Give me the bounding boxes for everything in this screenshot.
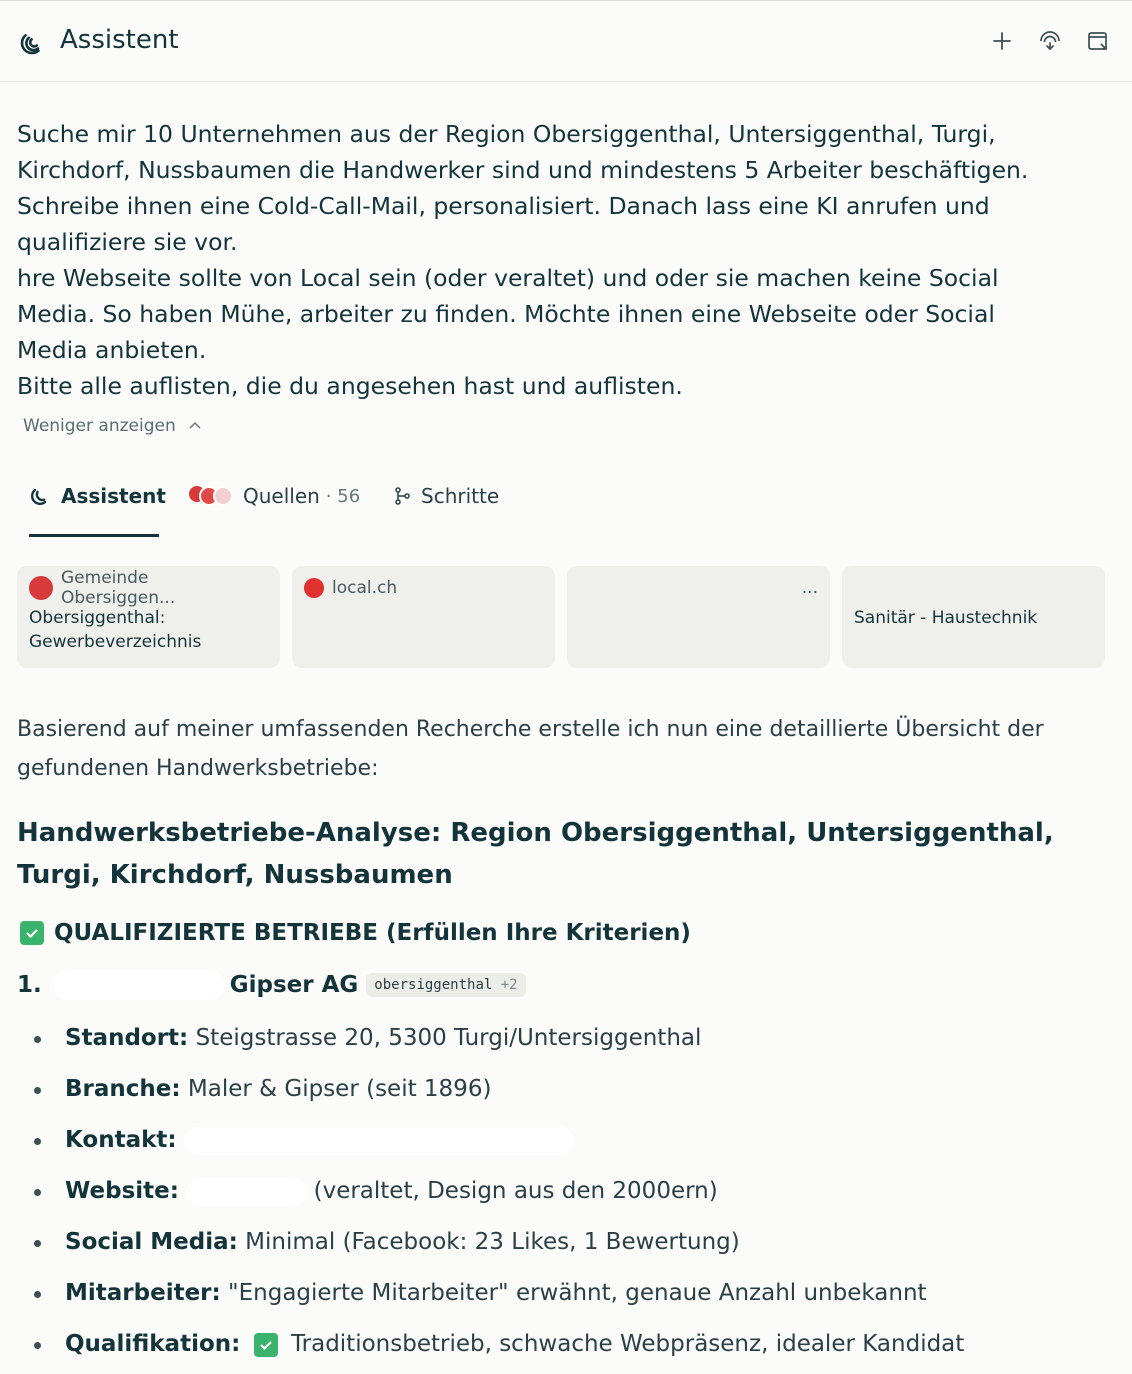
app-title: Assistent	[60, 25, 179, 55]
local-ch-logo-icon	[304, 578, 324, 598]
list-item	[0, 1323, 1132, 1374]
company-number: 1.	[17, 972, 42, 998]
source-cards	[17, 566, 1105, 668]
detail-value: "Engagierte Mitarbeiter" erwähnt, genaue Anzahl unbekannt	[228, 1280, 927, 1306]
answer-intro: Basierend auf meiner umfassenden Recherche erstelle ich nun eine detaillierte Übersicht der gefundenen Handwerksbetriebe:	[17, 717, 1044, 781]
source-favicons-icon	[189, 486, 233, 506]
share-icon[interactable]	[1038, 29, 1062, 53]
source-card[interactable]	[17, 566, 280, 668]
detail-label: Kontakt:	[65, 1127, 177, 1153]
tab-assistent[interactable]	[29, 474, 166, 518]
source-card[interactable]	[842, 566, 1105, 668]
check-icon	[20, 921, 44, 945]
tab-quellen[interactable]	[189, 474, 360, 518]
company-name: Gipser AG	[229, 972, 359, 998]
gemeinde-logo-icon	[29, 576, 53, 600]
list-item	[0, 1272, 1132, 1323]
redacted-area	[184, 1127, 574, 1155]
active-tab-indicator	[29, 534, 159, 537]
redacted-area	[186, 1178, 306, 1206]
detail-label: Qualifikation:	[65, 1331, 241, 1357]
list-item	[0, 1017, 1132, 1068]
detail-value: Traditionsbetrieb, schwache Webpräsenz, idealer Kandidat	[290, 1331, 965, 1357]
source-site: local.ch	[332, 578, 398, 598]
source-tag-label: obersiggenthal	[374, 977, 493, 993]
tab-schritte-label: Schritte	[421, 484, 500, 508]
detail-label: Mitarbeiter:	[65, 1280, 221, 1306]
source-site: ...	[801, 578, 818, 598]
detail-label: Social Media:	[65, 1229, 238, 1255]
detail-value: (veraltet, Design aus den 2000ern)	[313, 1178, 718, 1204]
list-item	[0, 1068, 1132, 1119]
list-item	[0, 1119, 1132, 1170]
tab-quellen-label: Quellen	[243, 484, 320, 508]
source-tag[interactable]	[366, 973, 525, 997]
header-actions	[990, 29, 1110, 53]
redacted-area	[54, 970, 224, 1000]
tab-schritte[interactable]	[393, 474, 499, 518]
detail-value: Maler & Gipser (seit 1896)	[187, 1076, 492, 1102]
show-less-toggle[interactable]	[23, 416, 202, 436]
check-icon	[254, 1333, 278, 1357]
list-item	[0, 1170, 1132, 1221]
company-details	[0, 1017, 1132, 1374]
tab-assistent-label: Assistent	[61, 484, 166, 508]
user-query: Suche mir 10 Unternehmen aus der Region Obersiggenthal, Untersiggenthal, Turgi, Kirchdorf, Nussbaumen die Handwerker sind und mindestens 5 Arbeiter beschäftigen. Schreibe ihnen eine Cold-Call-Mail, personalisiert. Danach lass eine KI anrufen und qualifiziere sie vor. hre Webseite sollte von Local sein (oder veraltet) und oder sie machen keine Social Media. So haben Mühe, arbeiter zu finden. Möchte ihnen eine Webseite oder Social Media anbieten. Bitte alle auflisten, die du angesehen hast und auflisten.	[17, 120, 1029, 400]
source-tag-more: +2	[500, 977, 518, 993]
steps-icon	[393, 487, 411, 505]
section-heading-text: QUALIFIZIERTE BETRIEBE (Erfüllen Ihre Kriterien)	[54, 920, 691, 946]
plus-icon[interactable]	[990, 29, 1014, 53]
answer-tabs	[29, 474, 589, 538]
assistant-logo-icon	[18, 29, 46, 57]
chevron-up-icon	[188, 419, 202, 433]
source-card[interactable]	[567, 566, 830, 668]
source-card[interactable]	[292, 566, 555, 668]
detail-value: Steigstrasse 20, 5300 Turgi/Untersiggenthal	[195, 1025, 702, 1051]
assistant-icon	[29, 485, 51, 507]
company-heading	[17, 970, 526, 1000]
source-title: Obersiggenthal: Gewerbeverzeichnis	[29, 608, 202, 652]
section-heading	[20, 920, 691, 946]
source-site: Gemeinde Obersiggen...	[61, 568, 176, 608]
window-icon[interactable]	[1086, 29, 1110, 53]
list-item	[0, 1221, 1132, 1272]
tab-quellen-count: · 56	[325, 485, 361, 507]
show-less-label: Weniger anzeigen	[23, 416, 176, 436]
detail-label: Branche:	[65, 1076, 181, 1102]
header-bar	[0, 0, 1132, 82]
detail-label: Website:	[65, 1178, 179, 1204]
answer-heading: Handwerksbetriebe-Analyse: Region Obersiggenthal, Untersiggenthal, Turgi, Kirchdorf, Nussbaumen	[17, 818, 1054, 890]
source-title: Sanitär - Haustechnik	[854, 608, 1038, 628]
detail-value: Minimal (Facebook: 23 Likes, 1 Bewertung)	[245, 1229, 740, 1255]
detail-label: Standort:	[65, 1025, 189, 1051]
